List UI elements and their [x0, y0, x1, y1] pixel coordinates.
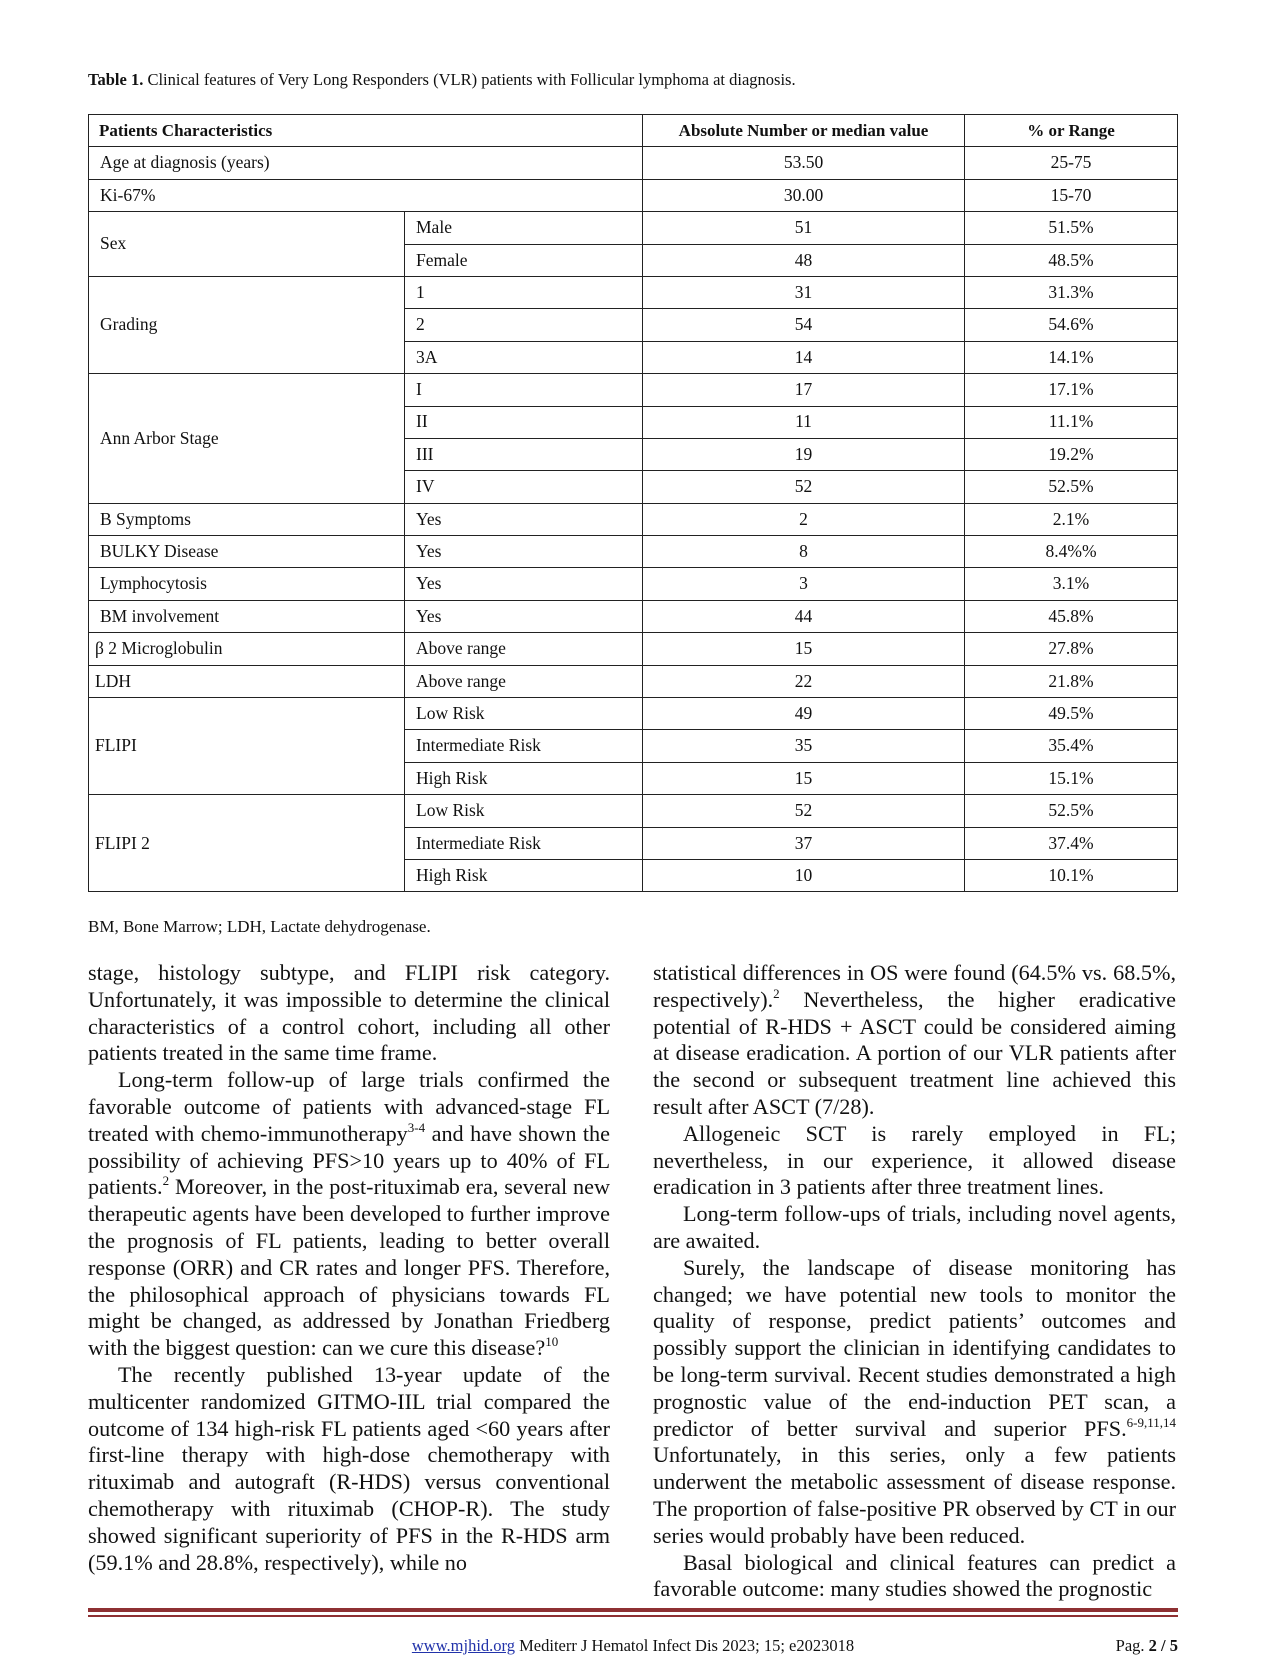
cell-value: 44	[643, 600, 965, 632]
cell-sub: Yes	[405, 536, 643, 568]
citation-ref: 2	[162, 1173, 170, 1189]
cell-value: 52	[643, 795, 965, 827]
cell-value: 3	[643, 568, 965, 600]
table-row	[89, 374, 1178, 406]
text-run: Long-term follow-up of large trials confirmed the favorable outcome of patients with advanced-stage FL treated with chemo-immunotherapy	[88, 1067, 610, 1146]
cell-percent: 10.1%	[965, 859, 1178, 891]
citation-ref: 6-9,11,14	[1126, 1414, 1176, 1430]
cell-sub: High Risk	[405, 859, 643, 891]
paragraph: Allogeneic SCT is rarely employed in FL; nevertheless, in our experience, it allowed disease eradication in 3 patients after three treatment lines.	[653, 1120, 1176, 1200]
cell-sub: 1	[405, 276, 643, 308]
cell-value: 30.00	[643, 179, 965, 211]
table-row	[89, 276, 1178, 308]
paragraph: Basal biological and clinical features can predict a favorable outcome: many studies showed the prognostic	[653, 1549, 1176, 1602]
header-absolute: Absolute Number or median value	[643, 115, 965, 147]
cell-sub: Yes	[405, 600, 643, 632]
paragraph	[88, 1067, 610, 1362]
caption-text: Clinical features of Very Long Responders (VLR) patients with Follicular lymphoma at diagnosis.	[147, 70, 796, 89]
table-row	[89, 147, 1178, 179]
cell-percent: 52.5%	[965, 795, 1178, 827]
cell-percent: 17.1%	[965, 374, 1178, 406]
cell-value: 37	[643, 827, 965, 859]
cell-value: 14	[643, 341, 965, 373]
row-label: LDH	[89, 665, 405, 697]
cell-value: 10	[643, 859, 965, 891]
cell-percent: 51.5%	[965, 212, 1178, 244]
text-run: statistical differences in OS were found (64.5% vs. 68.5%, respectively).	[653, 960, 1176, 1012]
cell-value: 19	[643, 438, 965, 470]
cell-sub: III	[405, 438, 643, 470]
cell-sub: 2	[405, 309, 643, 341]
table-row	[89, 665, 1178, 697]
cell-percent: 54.6%	[965, 309, 1178, 341]
table-row	[89, 179, 1178, 211]
paragraph: stage, histology subtype, and FLIPI risk category. Unfortunately, it was impossible to determine the clinical characteristics of a control cohort, including all other patients treated in the same time frame.	[88, 960, 610, 1066]
table-footnote: BM, Bone Marrow; LDH, Lactate dehydrogenase.	[88, 917, 431, 936]
table-row	[89, 212, 1178, 244]
cell-value: 53.50	[643, 147, 965, 179]
cell-value: 8	[643, 536, 965, 568]
footer-citation	[0, 1636, 1266, 1656]
cell-percent: 8.4%%	[965, 536, 1178, 568]
cell-percent: 49.5%	[965, 698, 1178, 730]
cell-percent: 37.4%	[965, 827, 1178, 859]
table-row	[89, 536, 1178, 568]
page-label: Pag.	[1115, 1636, 1145, 1655]
body-column-right	[653, 960, 1176, 1603]
cell-percent: 19.2%	[965, 438, 1178, 470]
cell-sub: II	[405, 406, 643, 438]
table-caption	[88, 70, 796, 90]
cell-value: 11	[643, 406, 965, 438]
table-row	[89, 600, 1178, 632]
table-row	[89, 698, 1178, 730]
cell-value: 15	[643, 633, 965, 665]
text-run: Nevertheless, the higher eradicative potential of R-HDS + ASCT could be considered aiming at disease eradication. A portion of our VLR patients after the second or subsequent treatment line achieved this result after ASCT (7/28).	[653, 986, 1176, 1119]
row-label: B Symptoms	[89, 503, 405, 535]
table-row	[89, 568, 1178, 600]
cell-percent: 45.8%	[965, 600, 1178, 632]
body-column-left	[88, 960, 610, 1576]
cell-value: 54	[643, 309, 965, 341]
paragraph: Long-term follow-ups of trials, including novel agents, are awaited.	[653, 1201, 1176, 1253]
paragraph	[653, 1255, 1176, 1550]
row-group-label: FLIPI 2	[89, 795, 405, 892]
row-label: β 2 Microglobulin	[89, 633, 405, 665]
cell-percent: 3.1%	[965, 568, 1178, 600]
cell-sub: Male	[405, 212, 643, 244]
row-label: BULKY Disease	[89, 536, 405, 568]
footer-rule-thick	[88, 1608, 1178, 1612]
cell-percent: 21.8%	[965, 665, 1178, 697]
cell-percent: 11.1%	[965, 406, 1178, 438]
row-label: BM involvement	[89, 600, 405, 632]
row-group-label: FLIPI	[89, 698, 405, 795]
text-run: Unfortunately, in this series, only a few patients underwent the metabolic assessment of disease response. The proportion of false-positive PR observed by CT in our series would probably have been reduced.	[653, 1442, 1176, 1548]
cell-value: 52	[643, 471, 965, 503]
page-num: 2 / 5	[1148, 1636, 1178, 1655]
row-group-label: Sex	[89, 212, 405, 277]
paragraph: The recently published 13-year update of the multicenter randomized GITMO-IIL trial compared the outcome of 134 high-risk FL patients aged <60 years after first-line therapy with high-dose chemotherapy with rituximab and autograft (R-HDS) versus conventional chemotherapy with rituximab (CHOP-R). The study showed significant superiority of PFS in the R-HDS arm (59.1% and 28.8%, respectively), while no	[88, 1361, 610, 1575]
header-percent: % or Range	[965, 115, 1178, 147]
cell-percent: 15.1%	[965, 762, 1178, 794]
row-group-label: Grading	[89, 276, 405, 373]
cell-value: 31	[643, 276, 965, 308]
cell-percent: 31.3%	[965, 276, 1178, 308]
text-run: Moreover, in the post-rituximab era, several new therapeutic agents have been developed to further improve the prognosis of FL patients, leading to better overall response (ORR) and CR rates and longer PFS. Therefore, the philosophical approach of physicians towards FL might be changed, as addressed by Jonathan Friedberg with the biggest question: can we cure this disease?	[88, 1174, 610, 1361]
cell-sub: Yes	[405, 568, 643, 600]
cell-value: 49	[643, 698, 965, 730]
clinical-features-table	[88, 114, 1178, 892]
citation-text: Mediterr J Hematol Infect Dis 2023; 15; e2023018	[519, 1636, 855, 1655]
header-characteristics: Patients Characteristics	[89, 115, 643, 147]
cell-sub: IV	[405, 471, 643, 503]
caption-label: Table 1.	[88, 70, 144, 89]
cell-percent: 27.8%	[965, 633, 1178, 665]
text-run: Surely, the landscape of disease monitoring has changed; we have potential new tools to monitor the quality of response, predict patients’ outcomes and possibly support the clinician in identifying candidates to be long-term survival. Recent studies demonstrated a high prognostic value of the end-induction PET scan, a predictor of better survival and superior PFS.	[653, 1254, 1176, 1441]
cell-value: 17	[643, 374, 965, 406]
cell-sub: High Risk	[405, 762, 643, 794]
row-label: Ki-67%	[89, 179, 643, 211]
footer-rule-thin	[88, 1615, 1178, 1617]
cell-percent: 25-75	[965, 147, 1178, 179]
row-label: Age at diagnosis (years)	[89, 147, 643, 179]
table-row	[89, 795, 1178, 827]
cell-sub: Low Risk	[405, 698, 643, 730]
citation-ref: 3-4	[407, 1119, 426, 1135]
citation-ref: 10	[545, 1334, 559, 1350]
journal-link[interactable]: www.mjhid.org	[411, 1636, 515, 1655]
table-header-row	[89, 115, 1178, 147]
cell-value: 51	[643, 212, 965, 244]
cell-value: 2	[643, 503, 965, 535]
citation-ref: 2	[773, 985, 780, 1001]
cell-sub: Above range	[405, 665, 643, 697]
cell-sub: Intermediate Risk	[405, 730, 643, 762]
page-number	[1116, 1636, 1178, 1656]
table-row	[89, 633, 1178, 665]
cell-percent: 14.1%	[965, 341, 1178, 373]
cell-value: 22	[643, 665, 965, 697]
paragraph	[653, 960, 1176, 1121]
table-row	[89, 503, 1178, 535]
cell-percent: 35.4%	[965, 730, 1178, 762]
cell-value: 48	[643, 244, 965, 276]
cell-percent: 15-70	[965, 179, 1178, 211]
cell-sub: I	[405, 374, 643, 406]
text-run: and have shown the possibility of achieving PFS>10 years up to 40% of FL patients.	[88, 1120, 610, 1200]
cell-sub: Above range	[405, 633, 643, 665]
row-group-label: Ann Arbor Stage	[89, 374, 405, 504]
cell-sub: Female	[405, 244, 643, 276]
cell-percent: 52.5%	[965, 471, 1178, 503]
cell-percent: 2.1%	[965, 503, 1178, 535]
cell-percent: 48.5%	[965, 244, 1178, 276]
cell-sub: Intermediate Risk	[405, 827, 643, 859]
cell-sub: 3A	[405, 341, 643, 373]
cell-value: 15	[643, 762, 965, 794]
row-label: Lymphocytosis	[89, 568, 405, 600]
cell-sub: Low Risk	[405, 795, 643, 827]
cell-sub: Yes	[405, 503, 643, 535]
cell-value: 35	[643, 730, 965, 762]
